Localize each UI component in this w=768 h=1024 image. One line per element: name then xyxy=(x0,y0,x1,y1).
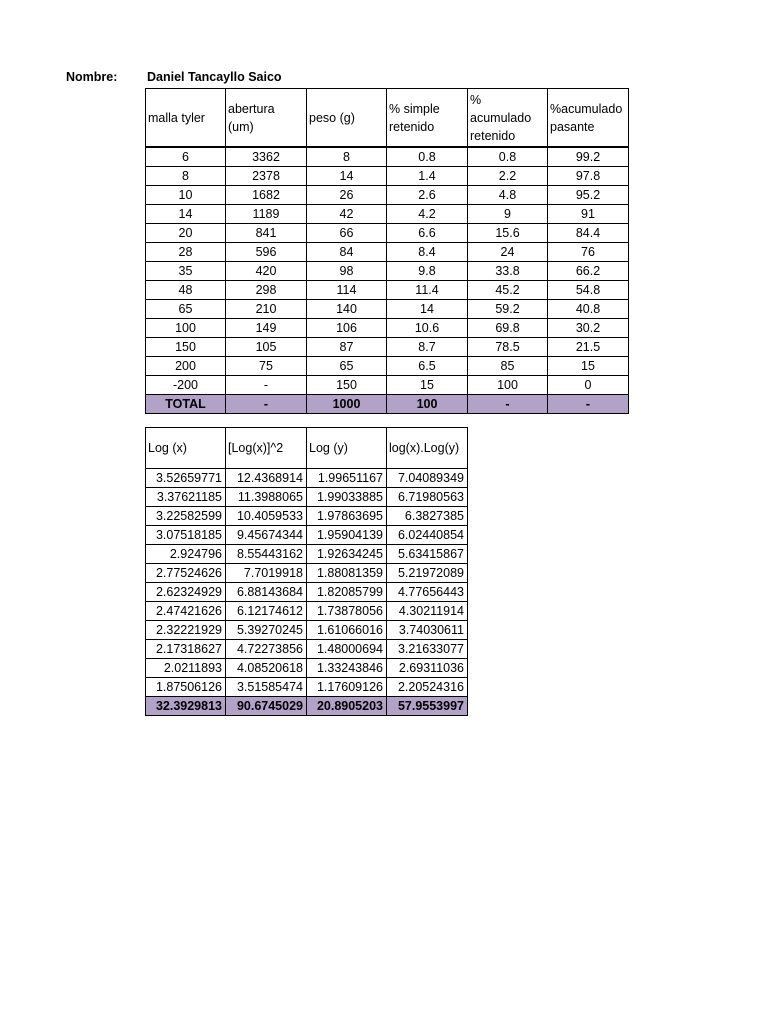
table-cell: 105 xyxy=(226,338,307,357)
table-cell: 6.12174612 xyxy=(226,602,307,621)
table-cell: 3.51585474 xyxy=(226,678,307,697)
table-cell: 149 xyxy=(226,319,307,338)
table-row xyxy=(146,640,468,659)
table-cell: 2.32221929 xyxy=(146,621,226,640)
table-cell: 11.3988065 xyxy=(226,488,307,507)
table-cell: 1.33243846 xyxy=(307,659,387,678)
table-cell: 15 xyxy=(548,357,629,376)
table-cell: 2.62324929 xyxy=(146,583,226,602)
table-cell: 21.5 xyxy=(548,338,629,357)
table-cell: 6.88143684 xyxy=(226,583,307,602)
table-row xyxy=(146,678,468,697)
table-cell: 1682 xyxy=(226,186,307,205)
table-cell: 6.6 xyxy=(387,224,468,243)
table-cell: 14 xyxy=(387,300,468,319)
table-cell: 3.52659771 xyxy=(146,469,226,488)
table-cell: 91 xyxy=(548,205,629,224)
table-row xyxy=(146,243,629,262)
column-header: abertura (um) xyxy=(226,89,307,147)
table-row xyxy=(146,319,629,338)
table-cell: 8.55443162 xyxy=(226,545,307,564)
table-cell: 1.99033885 xyxy=(307,488,387,507)
table-cell: 2.77524626 xyxy=(146,564,226,583)
table-cell: 40.8 xyxy=(548,300,629,319)
table-cell: 2.69311036 xyxy=(387,659,468,678)
table-cell: 6.3827385 xyxy=(387,507,468,526)
column-header: % simple retenido xyxy=(387,89,468,147)
table-cell: 5.63415867 xyxy=(387,545,468,564)
table-cell: 4.08520618 xyxy=(226,659,307,678)
table-cell: 1.82085799 xyxy=(307,583,387,602)
total-cell: - xyxy=(226,395,307,414)
table-cell: 78.5 xyxy=(468,338,548,357)
total-row xyxy=(146,395,629,414)
column-header: % acumulado retenido xyxy=(468,89,548,147)
table-cell: 1.61066016 xyxy=(307,621,387,640)
table-cell: 1.88081359 xyxy=(307,564,387,583)
table-cell: 2.924796 xyxy=(146,545,226,564)
table-cell: 6.5 xyxy=(387,357,468,376)
name-value: Daniel Tancayllo Saico xyxy=(147,70,282,84)
table-header-row xyxy=(146,89,629,147)
table-cell: 2.0211893 xyxy=(146,659,226,678)
table-cell: 59.2 xyxy=(468,300,548,319)
table-cell: 8 xyxy=(307,148,387,167)
table-cell: 4.2 xyxy=(387,205,468,224)
sum-cell: 20.8905203 xyxy=(307,697,387,716)
column-header: peso (g) xyxy=(307,89,387,147)
table-header-row xyxy=(146,428,468,469)
total-cell: 1000 xyxy=(307,395,387,414)
table-cell: 84 xyxy=(307,243,387,262)
table-cell: 3362 xyxy=(226,148,307,167)
table-cell: 14 xyxy=(146,205,226,224)
table-cell: 150 xyxy=(146,338,226,357)
table-cell: 100 xyxy=(146,319,226,338)
table-row xyxy=(146,621,468,640)
table-cell: 48 xyxy=(146,281,226,300)
table-cell: 3.21633077 xyxy=(387,640,468,659)
total-cell: - xyxy=(548,395,629,414)
table-cell: 4.30211914 xyxy=(387,602,468,621)
table-cell: 1.87506126 xyxy=(146,678,226,697)
table-row xyxy=(146,488,468,507)
table-cell: 114 xyxy=(307,281,387,300)
sieve-analysis-table xyxy=(145,88,629,414)
table-cell: 10.4059533 xyxy=(226,507,307,526)
table-row xyxy=(146,281,629,300)
table-row xyxy=(146,602,468,621)
table-cell: 35 xyxy=(146,262,226,281)
table-row xyxy=(146,526,468,545)
table-cell: 45.2 xyxy=(468,281,548,300)
table-cell: 9 xyxy=(468,205,548,224)
sum-cell: 57.9553997 xyxy=(387,697,468,716)
table-cell: 1.95904139 xyxy=(307,526,387,545)
table-row xyxy=(146,300,629,319)
table-cell: 596 xyxy=(226,243,307,262)
table-cell: 4.72273856 xyxy=(226,640,307,659)
sum-row xyxy=(146,697,468,716)
table-cell: 7.04089349 xyxy=(387,469,468,488)
table-cell: - xyxy=(226,376,307,395)
table-cell: 0 xyxy=(548,376,629,395)
table-cell: 298 xyxy=(226,281,307,300)
table-row xyxy=(146,167,629,186)
table-cell: 28 xyxy=(146,243,226,262)
table-cell: 75 xyxy=(226,357,307,376)
log-table xyxy=(145,427,468,716)
table-cell: 30.2 xyxy=(548,319,629,338)
table-cell: 0.8 xyxy=(468,148,548,167)
table-row xyxy=(146,469,468,488)
table-cell: 15.6 xyxy=(468,224,548,243)
sum-cell: 32.3929813 xyxy=(146,697,226,716)
table-cell: 841 xyxy=(226,224,307,243)
table-cell: 42 xyxy=(307,205,387,224)
table-cell: 8.7 xyxy=(387,338,468,357)
table-cell: 99.2 xyxy=(548,148,629,167)
table-cell: 66 xyxy=(307,224,387,243)
table-cell: 26 xyxy=(307,186,387,205)
table-cell: 65 xyxy=(146,300,226,319)
table-cell: 5.21972089 xyxy=(387,564,468,583)
table-cell: 66.2 xyxy=(548,262,629,281)
table-cell: 76 xyxy=(548,243,629,262)
table-cell: 1189 xyxy=(226,205,307,224)
table-cell: 1.97863695 xyxy=(307,507,387,526)
table-cell: 150 xyxy=(307,376,387,395)
column-header: [Log(x)]^2 xyxy=(226,428,307,469)
table-cell: 87 xyxy=(307,338,387,357)
table-cell: 6.71980563 xyxy=(387,488,468,507)
table-cell: 24 xyxy=(468,243,548,262)
table-cell: 4.8 xyxy=(468,186,548,205)
column-header: Log (y) xyxy=(307,428,387,469)
table-cell: 97.8 xyxy=(548,167,629,186)
table-cell: 54.8 xyxy=(548,281,629,300)
table-cell: 106 xyxy=(307,319,387,338)
table-cell: 2.6 xyxy=(387,186,468,205)
column-header: %acumulado pasante xyxy=(548,89,629,147)
table-cell: 1.48000694 xyxy=(307,640,387,659)
table-cell: 20 xyxy=(146,224,226,243)
table-cell: 1.4 xyxy=(387,167,468,186)
table-cell: 65 xyxy=(307,357,387,376)
table-cell: 15 xyxy=(387,376,468,395)
table-cell: 210 xyxy=(226,300,307,319)
table-cell: 200 xyxy=(146,357,226,376)
table-cell: 12.4368914 xyxy=(226,469,307,488)
table-cell: 6 xyxy=(146,148,226,167)
table-cell: 2.17318627 xyxy=(146,640,226,659)
table-cell: 0.8 xyxy=(387,148,468,167)
table-row xyxy=(146,205,629,224)
table-cell: 95.2 xyxy=(548,186,629,205)
table-cell: 2378 xyxy=(226,167,307,186)
table-cell: 1.73878056 xyxy=(307,602,387,621)
column-header: malla tyler xyxy=(146,89,226,147)
table-cell: 6.02440854 xyxy=(387,526,468,545)
table-row xyxy=(146,659,468,678)
table-row xyxy=(146,186,629,205)
table-cell: 100 xyxy=(468,376,548,395)
table-row xyxy=(146,583,468,602)
table-cell: 85 xyxy=(468,357,548,376)
table-cell: 14 xyxy=(307,167,387,186)
table-cell: 8.4 xyxy=(387,243,468,262)
table-cell: 11.4 xyxy=(387,281,468,300)
table-row xyxy=(146,148,629,167)
table-row xyxy=(146,224,629,243)
table-row xyxy=(146,507,468,526)
table-cell: 3.07518185 xyxy=(146,526,226,545)
table-cell: 4.77656443 xyxy=(387,583,468,602)
table-cell: 3.74030611 xyxy=(387,621,468,640)
table-cell: 1.92634245 xyxy=(307,545,387,564)
table-cell: 2.2 xyxy=(468,167,548,186)
table-cell: 7.7019918 xyxy=(226,564,307,583)
table-cell: 5.39270245 xyxy=(226,621,307,640)
total-cell: TOTAL xyxy=(146,395,226,414)
table-row xyxy=(146,338,629,357)
table-row xyxy=(146,376,629,395)
table-cell: 33.8 xyxy=(468,262,548,281)
table-cell: 8 xyxy=(146,167,226,186)
table-cell: 3.37621185 xyxy=(146,488,226,507)
sum-cell: 90.6745029 xyxy=(226,697,307,716)
table-row xyxy=(146,564,468,583)
table-cell: 98 xyxy=(307,262,387,281)
table-cell: 9.45674344 xyxy=(226,526,307,545)
table-cell: 10 xyxy=(146,186,226,205)
table-cell: -200 xyxy=(146,376,226,395)
table-cell: 84.4 xyxy=(548,224,629,243)
column-header: Log (x) xyxy=(146,428,226,469)
column-header: log(x).Log(y) xyxy=(387,428,468,469)
table-cell: 10.6 xyxy=(387,319,468,338)
table-row xyxy=(146,262,629,281)
name-label: Nombre: xyxy=(66,70,118,84)
table-cell: 69.8 xyxy=(468,319,548,338)
table-cell: 3.22582599 xyxy=(146,507,226,526)
table-cell: 420 xyxy=(226,262,307,281)
table-row xyxy=(146,545,468,564)
table-cell: 140 xyxy=(307,300,387,319)
table-cell: 2.47421626 xyxy=(146,602,226,621)
table-cell: 9.8 xyxy=(387,262,468,281)
table-cell: 1.17609126 xyxy=(307,678,387,697)
table-cell: 2.20524316 xyxy=(387,678,468,697)
total-cell: - xyxy=(468,395,548,414)
total-cell: 100 xyxy=(387,395,468,414)
table-row xyxy=(146,357,629,376)
table-cell: 1.99651167 xyxy=(307,469,387,488)
